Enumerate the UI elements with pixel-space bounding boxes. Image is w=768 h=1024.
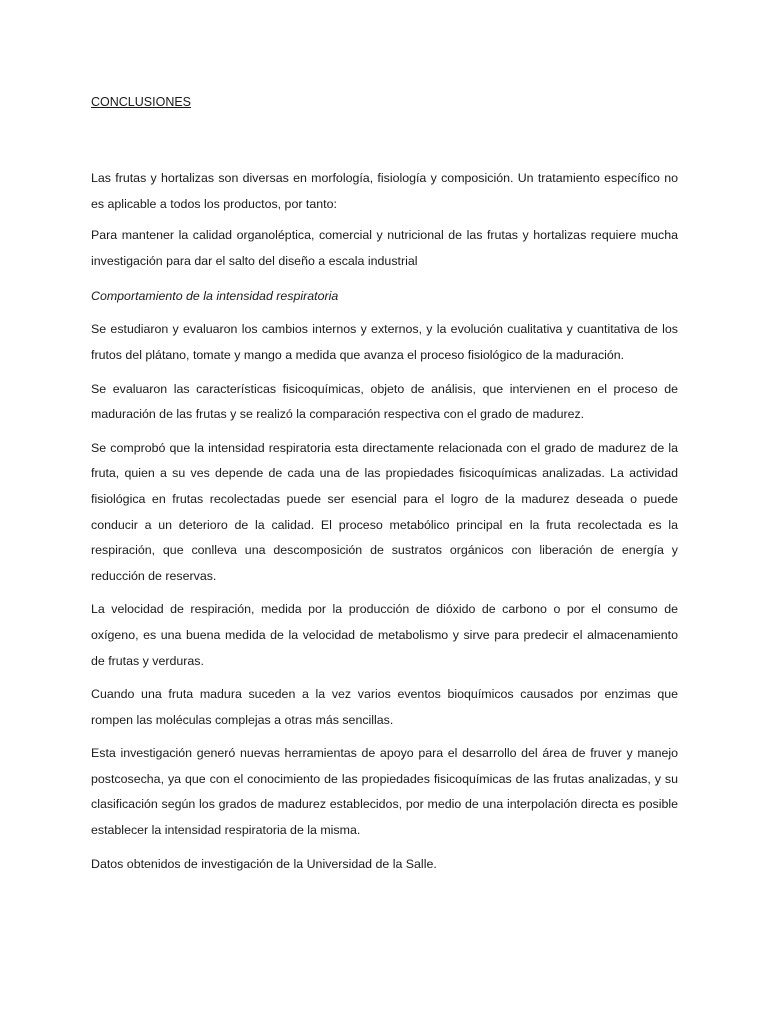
page-title: CONCLUSIONES xyxy=(91,95,192,109)
paragraph-study: Se estudiaron y evaluaron los cambios internos y externos, y la evolución cualitativa y cuantitativa de los frutos del plátano, tomate y mango a medida que avanza el proceso fisiológico de la maduración. xyxy=(91,322,678,362)
paragraph-source: Datos obtenidos de investigación de la Universidad de la Salle. xyxy=(91,856,437,871)
paragraph-respiratory-intensity: Se comprobó que la intensidad respiratoria esta directamente relacionada con el grado de madurez de la fruta, quien a su ves depende de cada una de las propiedades fisicoquímicas analizadas. La actividad fisiológica en frutas recolectadas puede ser esencial para el logro de la madurez deseada o puede conducir a un deterioro de la calidad. El proceso metabólico principal en la fruta recolectada es la respiración, que conlleva una descomposición de sustratos orgánicos con liberación de energía y reducción de reservas. xyxy=(91,440,678,583)
section-subtitle: Comportamiento de la intensidad respiratoria xyxy=(91,289,339,304)
paragraph-respiration-rate: La velocidad de respiración, medida por la producción de dióxido de carbono o por el consumo de oxígeno, es una buena medida de la velocidad de metabolismo y sirve para predecir el almacenamiento de frutas y verduras. xyxy=(91,602,678,668)
paragraph-quality: Para mantener la calidad organoléptica, comercial y nutricional de las frutas y hortalizas requiere mucha investigación para dar el salto del diseño a escala industrial xyxy=(91,228,678,268)
document-body xyxy=(91,92,678,877)
paragraph-ripening-events: Cuando una fruta madura suceden a la vez varios eventos bioquímicos causados por enzimas que rompen las moléculas complejas a otras más sencillas. xyxy=(91,687,678,727)
paragraph-intro: Las frutas y hortalizas son diversas en morfología, fisiología y composición. Un tratamiento específico no es aplicable a todos los productos, por tanto: xyxy=(91,171,678,211)
paragraph-evaluation: Se evaluaron las características fisicoquímicas, objeto de análisis, que intervienen en el proceso de maduración de las frutas y se realizó la comparación respectiva con el grado de madurez. xyxy=(91,381,678,422)
paragraph-research-tools: Esta investigación generó nuevas herramientas de apoyo para el desarrollo del área de fruver y manejo postcosecha, ya que con el conocimiento de las propiedades fisicoquímicas de las frutas analizadas, y su clasificación según los grados de madurez establecidos, por medio de una interpolación directa es posible establecer la intensidad respiratoria de la misma. xyxy=(91,746,678,838)
